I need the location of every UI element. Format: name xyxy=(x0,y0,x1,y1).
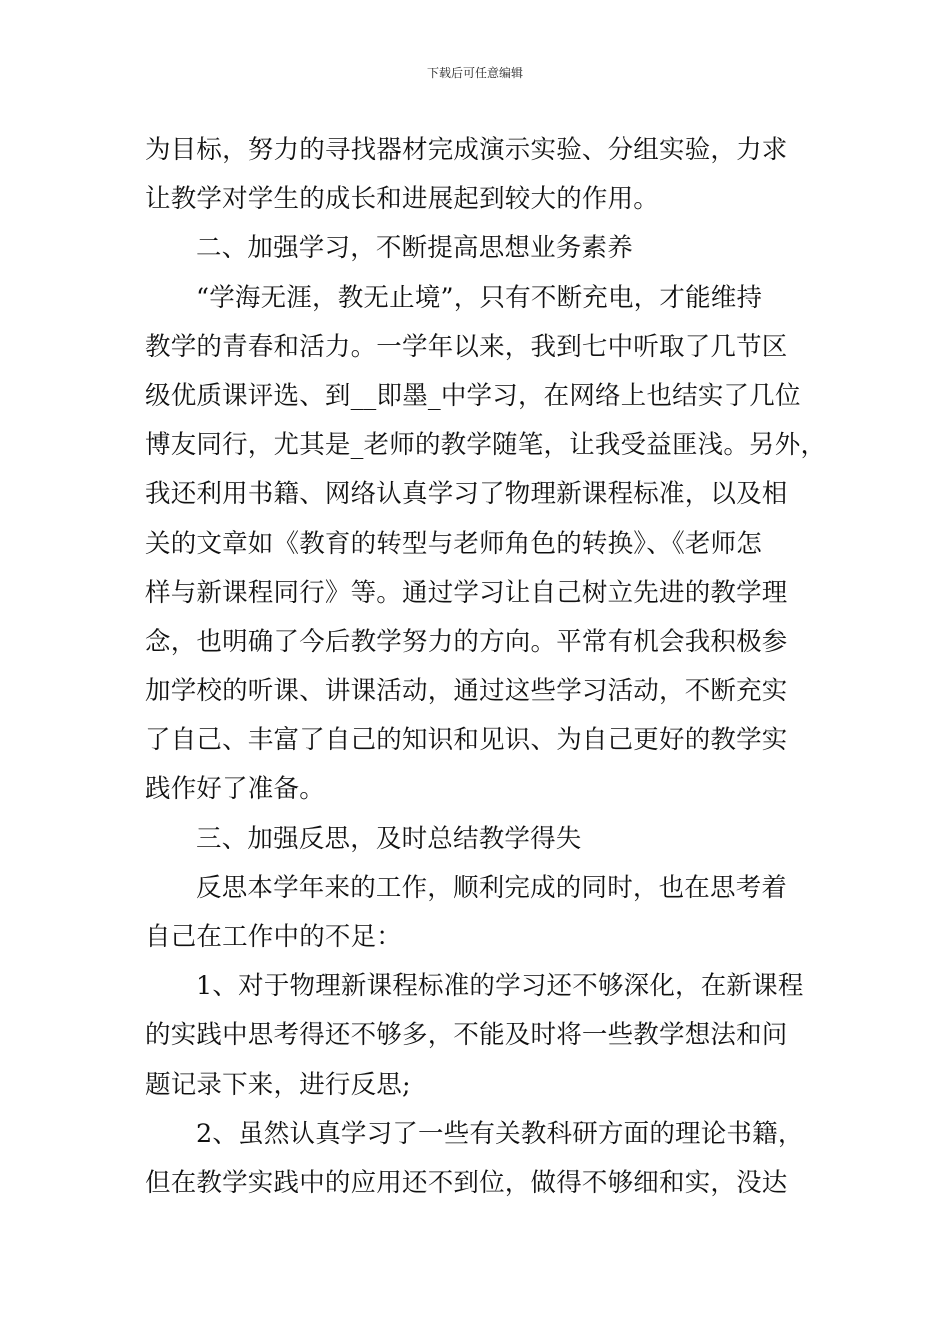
text-line: 自己在工作中的不足： xyxy=(145,922,403,952)
text-line: 但在教学实践中的应用还不到位，做得不够细和实，没达 xyxy=(145,1167,788,1198)
page-header-note: 下载后可任意编辑 xyxy=(426,66,523,80)
text-line: 我还利用书籍、网络认真学习了物理新课程标准，以及相 xyxy=(145,479,788,510)
text-line: 了自己、丰富了自己的知识和见识、为自己更好的教学实 xyxy=(145,725,788,756)
text-line: 的实践中思考得还不够多，不能及时将一些教学想法和问 xyxy=(145,1020,788,1051)
text-line: 题记录下来，进行反思; xyxy=(145,1069,411,1100)
text-line: 践作好了准备。 xyxy=(145,774,325,805)
text-line: 样与新课程同行》等。通过学习让自己树立先进的教学理 xyxy=(145,577,788,608)
text-line: 念，也明确了今后教学努力的方向。平常有机会我积极参 xyxy=(145,626,788,657)
text-line: 关的文章如《教育的转型与老师角色的转换》、《老师怎 xyxy=(145,528,763,559)
body-text xyxy=(145,126,827,1208)
text-line: 加学校的听课、讲课活动，通过这些学习活动，不断充实 xyxy=(145,676,788,707)
text-line: 教学的青春和活力。一学年以来，我到七中听取了几节区 xyxy=(145,331,788,362)
section-heading-3: 三、加强反思，及时总结教学得失 xyxy=(196,823,582,854)
list-item-1: 1、对于物理新课程标准的学习还不够深化，在新课程 xyxy=(196,971,804,1002)
list-item-2: 2、虽然认真学习了一些有关教科研方面的理论书籍， xyxy=(196,1118,804,1149)
text-line: 博友同行，尤其是_老师的教学随笔，让我受益匪浅。另外， xyxy=(145,430,827,461)
section-heading-2: 二、加强学习，不断提高思想业务素养 xyxy=(196,233,633,264)
text-line: 让教学对学生的成长和进展起到较大的作用。 xyxy=(145,184,660,215)
text-line: “学海无涯，教无止境”，只有不断充电，才能维持 xyxy=(196,282,763,313)
text-line: 为目标，努力的寻找器材完成演示实验、分组实验，力求 xyxy=(145,135,788,165)
text-line: 反思本学年来的工作，顺利完成的同时，也在思考着 xyxy=(196,872,788,903)
text-line: 级优质课评选、到__即墨_中学习，在网络上也结实了几位 xyxy=(145,380,801,411)
